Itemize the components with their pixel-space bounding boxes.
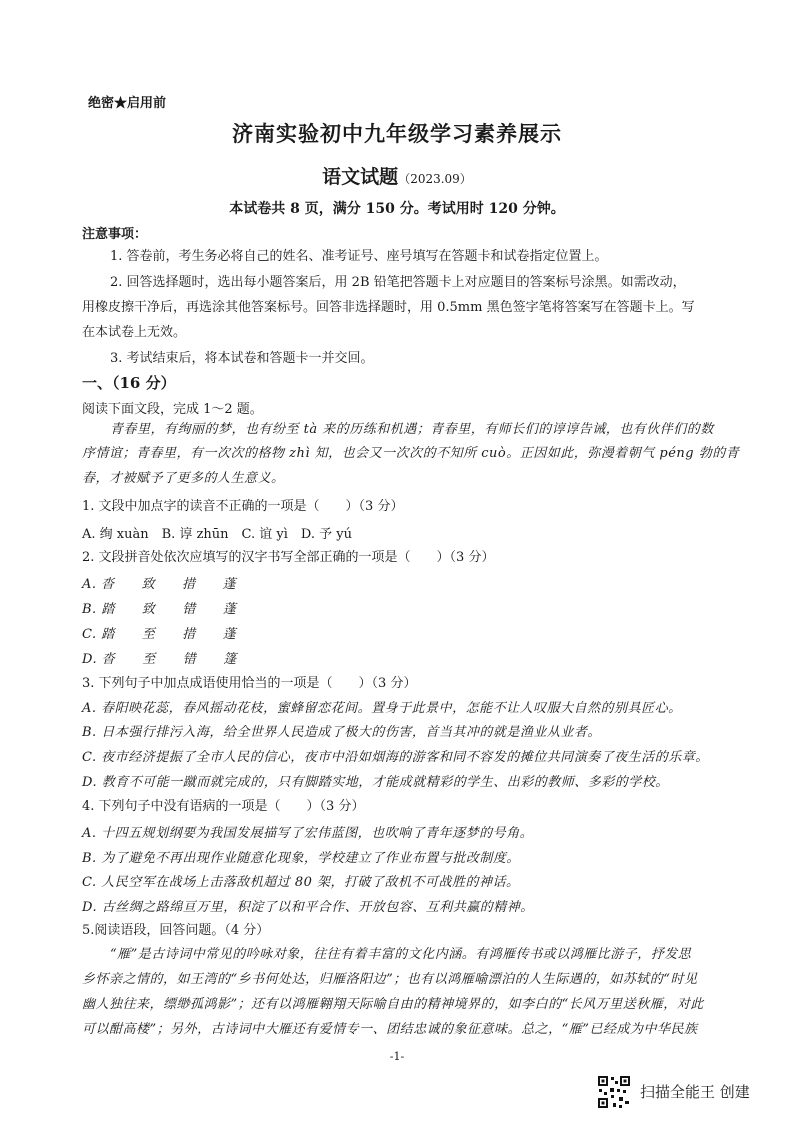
exam-summary: 本试卷共 8 页，满分 150 分。考试用时 120 分钟。 <box>229 201 565 217</box>
passage-line-2: 序情谊；青春里，有一次次的格物 zhì 知，也会又一次次的不知所 cuò。正因如此，弥漫着朝气 péng 勃的青 <box>82 446 740 461</box>
question-2: 2. 文段拼音处依次应填写的汉字书写全部正确的一项是（ ）（3 分） <box>82 550 495 565</box>
scanner-watermark: 扫描全能王 创建 <box>640 1083 750 1101</box>
exam-date: （2023.09） <box>398 172 472 186</box>
question-2-option-d: D. 沓 至 错 篷 <box>82 652 237 667</box>
question-4-option-c: C. 人民空军在战场上击落敌机超过 80 架，打破了敌机不可战胜的神话。 <box>82 875 520 890</box>
question-4-option-b: B. 为了避免不再出现作业随意化现象，学校建立了作业布置与批改制度。 <box>82 851 520 866</box>
passage-line-3: 春，才被赋予了更多的人生意义。 <box>82 471 285 486</box>
question-1-options: A. 绚 xuàn B. 谆 zhūn C. 谊 yì D. 予 yú <box>82 527 352 542</box>
section-1-intro: 阅读下面文段，完成 1～2 题。 <box>82 402 263 417</box>
question-2-option-c: C. 踏 至 措 蓬 <box>82 627 237 642</box>
question-3-option-a: A. 春阳映花蕊，春风摇动花枝，蜜蜂留恋花间。置身于此景中，怎能不让人叹服大自然的别具匠心。 <box>82 701 682 716</box>
question-4-option-a: A. 十四五规划纲要为我国发展描写了宏伟蓝图，也吹响了青年逐梦的号角。 <box>82 826 534 841</box>
question-4-option-d: D. 古丝绸之路绵亘万里，积淀了以和平合作、开放包容、互利共赢的精神。 <box>82 900 534 915</box>
note-1: 1. 答卷前，考生务必将自己的姓名、准考证号、座号填写在答题卡和试卷指定位置上。 <box>110 249 608 264</box>
passage-line-1: 青春里，有绚丽的梦，也有纷至 tà 来的历练和机遇；青春里，有师长们的谆谆告诫，也有伙伴们的数 <box>110 422 714 437</box>
note-2-line-2: 用橡皮擦干净后，再选涂其他答案标号。回答非选择题时，用 0.5mm 黑色签字笔将答案写在答题卡上。写 <box>82 300 695 315</box>
section-1-heading: 一、（16 分） <box>82 374 176 392</box>
exam-title: 济南实验初中九年级学习素养展示 <box>232 121 562 146</box>
question-4: 4. 下列句子中没有语病的一项是（ ）（3 分） <box>82 799 365 814</box>
subject-name: 语文试题 <box>322 166 399 188</box>
qr-code-icon <box>597 1075 631 1109</box>
question-5-passage-line-2: 乡怀亲之情的，如王湾的“乡书何处达，归雁洛阳边”；也有以鸿雁喻漂泊的人生际遇的，如苏轼的“时见 <box>82 972 698 987</box>
question-3-option-c: C. 夜市经济提振了全市人民的信心，夜市中沿如烟海的游客和同不容发的摊位共同演奏了夜生活的乐章。 <box>82 750 709 765</box>
notes-heading: 注意事项： <box>82 227 148 242</box>
question-5-passage-line-1: “雁”是古诗词中常见的吟咏对象，往往有着丰富的文化内涵。有鸿雁传书或以鸿雁比游子，抒发思 <box>110 947 692 962</box>
note-2-line-3: 在本试卷上无效。 <box>82 325 187 340</box>
confidential-label: 绝密★启用前 <box>88 96 167 111</box>
question-1: 1. 文段中加点字的读音不正确的一项是（ ）（3 分） <box>82 499 404 514</box>
question-5-passage-line-4: 可以酣高楼”；另外，古诗词中大雁还有爱情专一、团结忠诚的象征意味。总之，“雁”已经成为中华民族 <box>82 1022 698 1037</box>
question-3-option-d: D. 教育不可能一蹴而就完成的，只有脚踏实地，才能成就精彩的学生、出彩的教师、多彩的学校。 <box>82 775 669 790</box>
note-2-line-1: 2. 回答选择题时，选出每小题答案后，用 2B 铅笔把答题卡上对应题目的答案标号涂黑。如需改动， <box>110 275 686 290</box>
question-3-option-b: B. 日本强行排污入海，给全世界人民造成了极大的伤害，首当其冲的就是渔业从业者。 <box>82 725 601 740</box>
question-3: 3. 下列句子中加点成语使用恰当的一项是（ ）（3 分） <box>82 676 417 691</box>
question-2-option-b: B. 踏 致 错 蓬 <box>82 602 237 617</box>
question-5: 5.阅读语段，回答问题。（4 分） <box>82 923 270 938</box>
exam-subtitle <box>0 162 794 189</box>
page-number: -1- <box>389 1050 405 1063</box>
question-2-option-a: A. 沓 致 措 蓬 <box>82 577 237 592</box>
note-3: 3. 考试结束后，将本试卷和答题卡一并交回。 <box>110 351 374 366</box>
question-5-passage-line-3: 幽人独往来，缥缈孤鸿影”；还有以鸿雁翱翔天际喻自由的精神境界的，如李白的“长风万里送秋雁，对此 <box>82 997 704 1012</box>
